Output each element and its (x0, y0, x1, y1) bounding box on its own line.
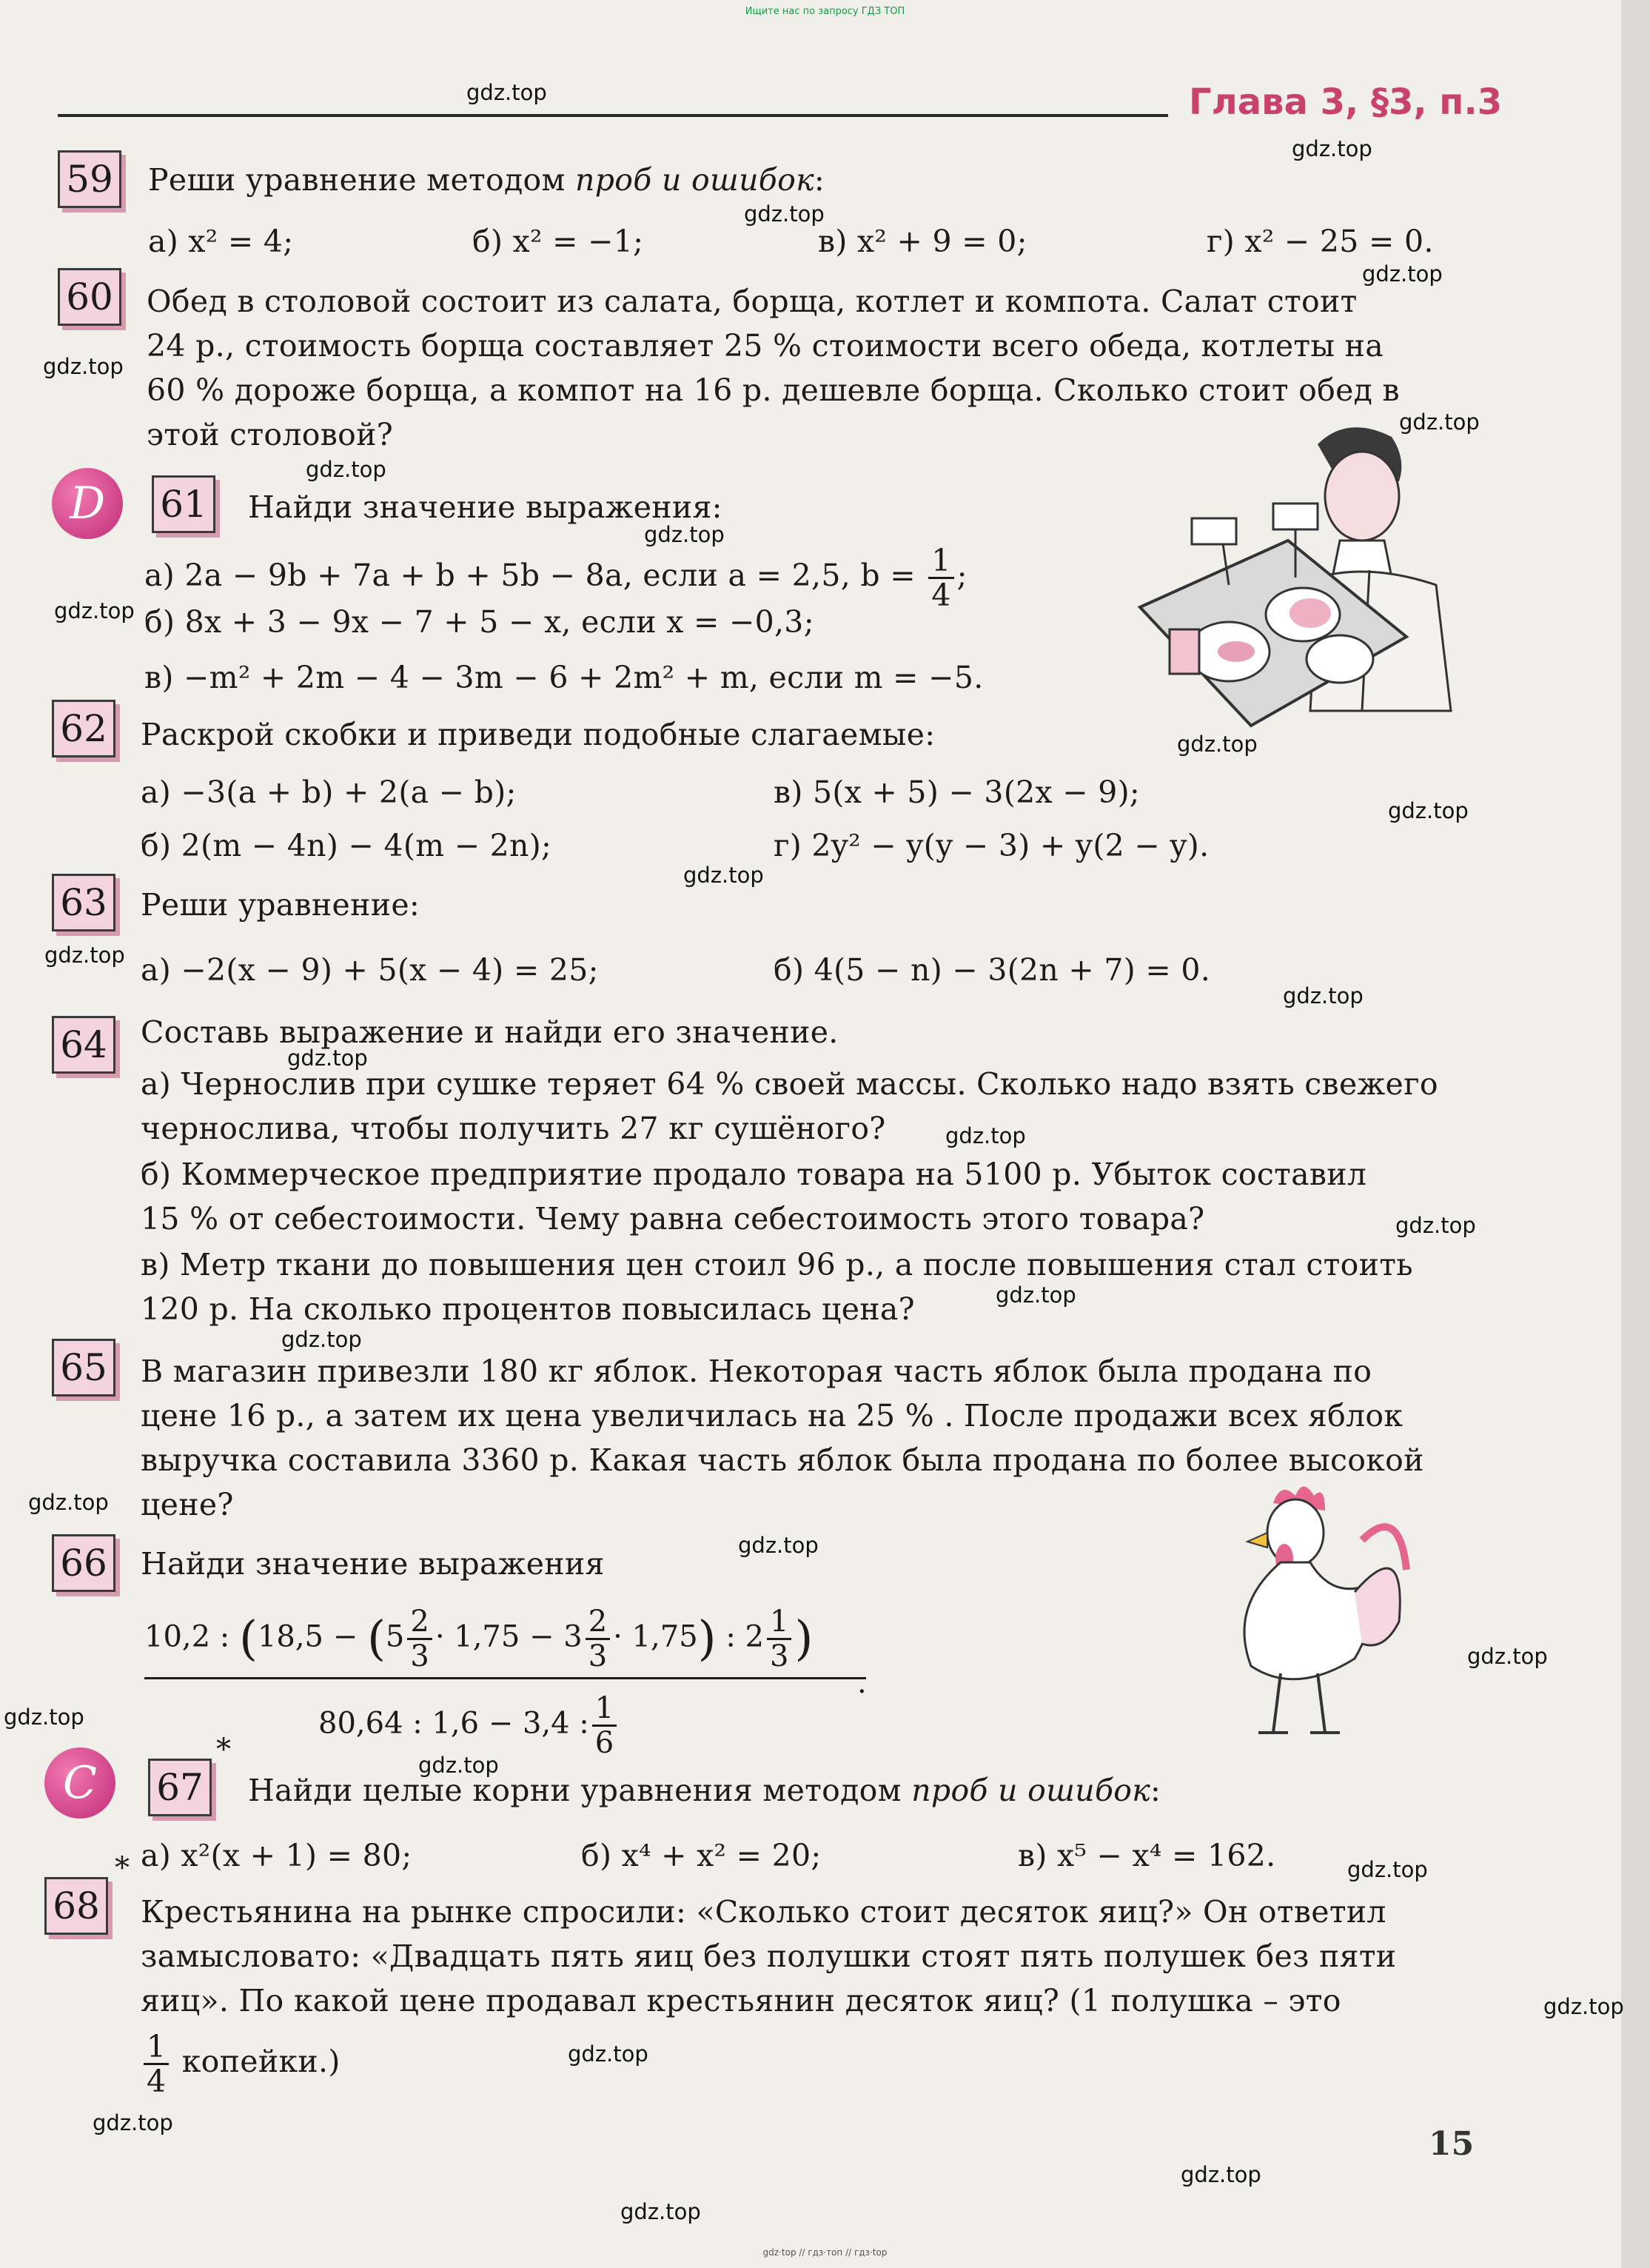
watermark: gdz.top (287, 1046, 368, 1071)
expression-v: в) 5(x + 5) − 3(2x − 9); (774, 775, 1141, 810)
watermark: gdz.top (1181, 2162, 1261, 2187)
star-mark: * (115, 1851, 130, 1885)
problem-text: замысловато: «Двадцать пять яиц без полушки стоят пять полушек без пяти (141, 1938, 1397, 1974)
problem-number: 65 (52, 1339, 115, 1396)
expression-b: б) 2(m − 4n) − 4(m − 2n); (141, 828, 552, 863)
watermark: gdz.top (738, 1533, 819, 1558)
problem-number: 59 (58, 150, 121, 208)
problem-title: Найди значение выражения: (248, 489, 722, 525)
watermark: gdz.top (620, 2199, 701, 2224)
watermark: gdz.top (996, 1282, 1076, 1308)
waiter-illustration (1125, 415, 1466, 740)
equation-b: б) x² = −1; (472, 224, 644, 259)
watermark: gdz.top (1177, 732, 1258, 757)
problem-number: 66 (52, 1534, 115, 1592)
chapter-header: Глава 3, §3, п.3 (1189, 81, 1503, 123)
equation-v: в) x⁵ − x⁴ = 162. (1018, 1838, 1276, 1873)
problem-text: 60 % дороже борща, а компот на 16 р. дешевле борща. Сколько стоит обед в (147, 372, 1400, 408)
problem-text: 24 р., стоимость борща составляет 25 % стоимости всего обеда, котлеты на (147, 328, 1384, 364)
problem-title: Реши уравнение методом проб и ошибок: (148, 162, 825, 198)
problem-text: чернослива, чтобы получить 27 кг сушёного? (141, 1111, 886, 1146)
expression-numerator: 10,2 : (18,5 − (5 $\frac{2}{3}$ · 1,75 − 3 $\frac{2}{3}$ · 1,75) : 2 $\frac{1}{3}$ ) (144, 1605, 814, 1673)
watermark: gdz.top (1388, 798, 1469, 823)
top-note: Ищите нас по запросу ГДЗ ТОП (745, 6, 905, 17)
period: . (857, 1666, 867, 1700)
expression-a: а) −3(a + b) + 2(a − b); (141, 775, 517, 810)
scan-edge (1621, 0, 1650, 2268)
watermark: gdz.top (1362, 261, 1443, 287)
fraction: $\frac{1}{4}$ (144, 2030, 169, 2098)
problem-text: а) Чернослив при сушке теряет 64 % своей массы. Сколько надо взять свежего (141, 1066, 1438, 1102)
watermark: gdz.top (1347, 1857, 1428, 1882)
problem-text: В магазин привезли 180 кг яблок. Некоторая часть яблок была продана по (141, 1354, 1372, 1389)
problem-title: Раскрой скобки и приведи подобные слагаемые: (141, 717, 936, 752)
watermark: gdz.top (4, 1705, 84, 1730)
watermark: gdz.top (281, 1327, 362, 1352)
equation-v: в) x² + 9 = 0; (818, 224, 1027, 259)
problem-text: б) Коммерческое предприятие продало товара на 5100 р. Убыток составил (141, 1157, 1367, 1192)
expression-denominator: 80,64 : 1,6 − 3,4 : $\frac{1}{6}$ (318, 1692, 620, 1759)
problem-text: 15 % от себестоимости. Чему равна себестоимость этого товара? (141, 1201, 1205, 1237)
problem-number: 63 (52, 874, 115, 931)
watermark: gdz.top (1395, 1213, 1476, 1238)
problem-title: Найди целые корни уравнения методом проб и ошибок: (248, 1773, 1161, 1808)
watermark: gdz.top (1467, 1644, 1548, 1669)
equation-a: а) x²(x + 1) = 80; (141, 1838, 412, 1873)
watermark: gdz.top (1292, 136, 1372, 161)
page-number: 15 (1429, 2125, 1475, 2163)
watermark: gdz.top (418, 1753, 499, 1778)
problem-text: 120 р. На сколько процентов повысилась цена? (141, 1291, 915, 1327)
bottom-note: gdz·top // гдз·топ // гдз·top (762, 2247, 888, 2258)
problem-text: яиц». По какой цене продавал крестьянин десяток яиц? (1 полушка – это (141, 1983, 1341, 2018)
watermark: gdz.top (93, 2110, 173, 2135)
watermark: gdz.top (683, 863, 764, 888)
problem-number: 67 (148, 1759, 212, 1816)
watermark: gdz.top (44, 943, 125, 968)
problem-number: 60 (58, 268, 121, 326)
star-mark: * (216, 1733, 231, 1767)
watermark: gdz.top (744, 201, 825, 227)
expression-g: г) 2y² − y(y − 3) + y(2 − y). (774, 828, 1210, 863)
problem-title: Найди значение выражения (141, 1546, 605, 1582)
watermark: gdz.top (945, 1123, 1026, 1148)
problem-title: Реши уравнение: (141, 887, 420, 923)
problem-text: цене 16 р., а затем их цена увеличилась на 25 % . После продажи всех яблок (141, 1398, 1403, 1434)
problem-number: 64 (52, 1016, 115, 1074)
problem-text: в) Метр ткани до повышения цен стоил 96 р., а после повышения стал стоить (141, 1247, 1413, 1282)
problem-number: 68 (44, 1877, 108, 1935)
equation-b: б) x⁴ + x² = 20; (581, 1838, 822, 1873)
expression-v: в) −m² + 2m − 4 − 3m − 6 + 2m² + m, если m = −5. (144, 660, 984, 695)
problem-text: Крестьянина на рынке спросили: «Сколько стоит десяток яиц?» Он ответил (141, 1894, 1386, 1930)
watermark: gdz.top (568, 2041, 648, 2067)
problem-text: цене? (141, 1487, 234, 1522)
problem-text: выручка составила 3360 р. Какая часть яблок была продана по более высокой (141, 1442, 1424, 1478)
expression-b: б) 8x + 3 − 9x − 7 + 5 − x, если x = −0,3; (144, 604, 814, 640)
problem-number: 61 (152, 475, 215, 533)
watermark: gdz.top (466, 80, 547, 105)
problem-title: Составь выражение и найди его значение. (141, 1014, 839, 1050)
watermark: gdz.top (306, 457, 386, 482)
problem-text: этой столовой? (147, 417, 394, 452)
watermark: gdz.top (28, 1490, 109, 1515)
watermark: gdz.top (43, 354, 124, 379)
problem-text: Обед в столовой состоит из салата, борща, котлет и компота. Салат стоит (147, 284, 1358, 319)
watermark: gdz.top (1399, 409, 1480, 435)
equation-g: г) x² − 25 = 0. (1207, 224, 1434, 259)
fraction: $\frac{1}{4}$ (928, 544, 953, 612)
watermark: gdz.top (1543, 1994, 1624, 2019)
expression-a: а) 2a − 9b + 7a + b + 5b − 8a, если a = 2,5, b = $\frac{1}{4}$ ; (144, 543, 967, 613)
rooster-illustration (1184, 1473, 1421, 1747)
problem-number: 62 (52, 700, 115, 757)
header-rule (58, 114, 1168, 117)
watermark: gdz.top (644, 522, 725, 547)
watermark: gdz.top (1283, 983, 1364, 1008)
difficulty-badge: D (52, 468, 123, 539)
equation-a: а) x² = 4; (148, 224, 294, 259)
equation-b: б) 4(5 − n) − 3(2n + 7) = 0. (774, 952, 1211, 988)
watermark: gdz.top (54, 598, 135, 623)
difficulty-badge: C (44, 1747, 115, 1819)
problem-text: $\frac{1}{4}$ копейки.) (141, 2030, 341, 2098)
equation-a: а) −2(x − 9) + 5(x − 4) = 25; (141, 952, 599, 988)
fraction-bar (144, 1677, 866, 1679)
